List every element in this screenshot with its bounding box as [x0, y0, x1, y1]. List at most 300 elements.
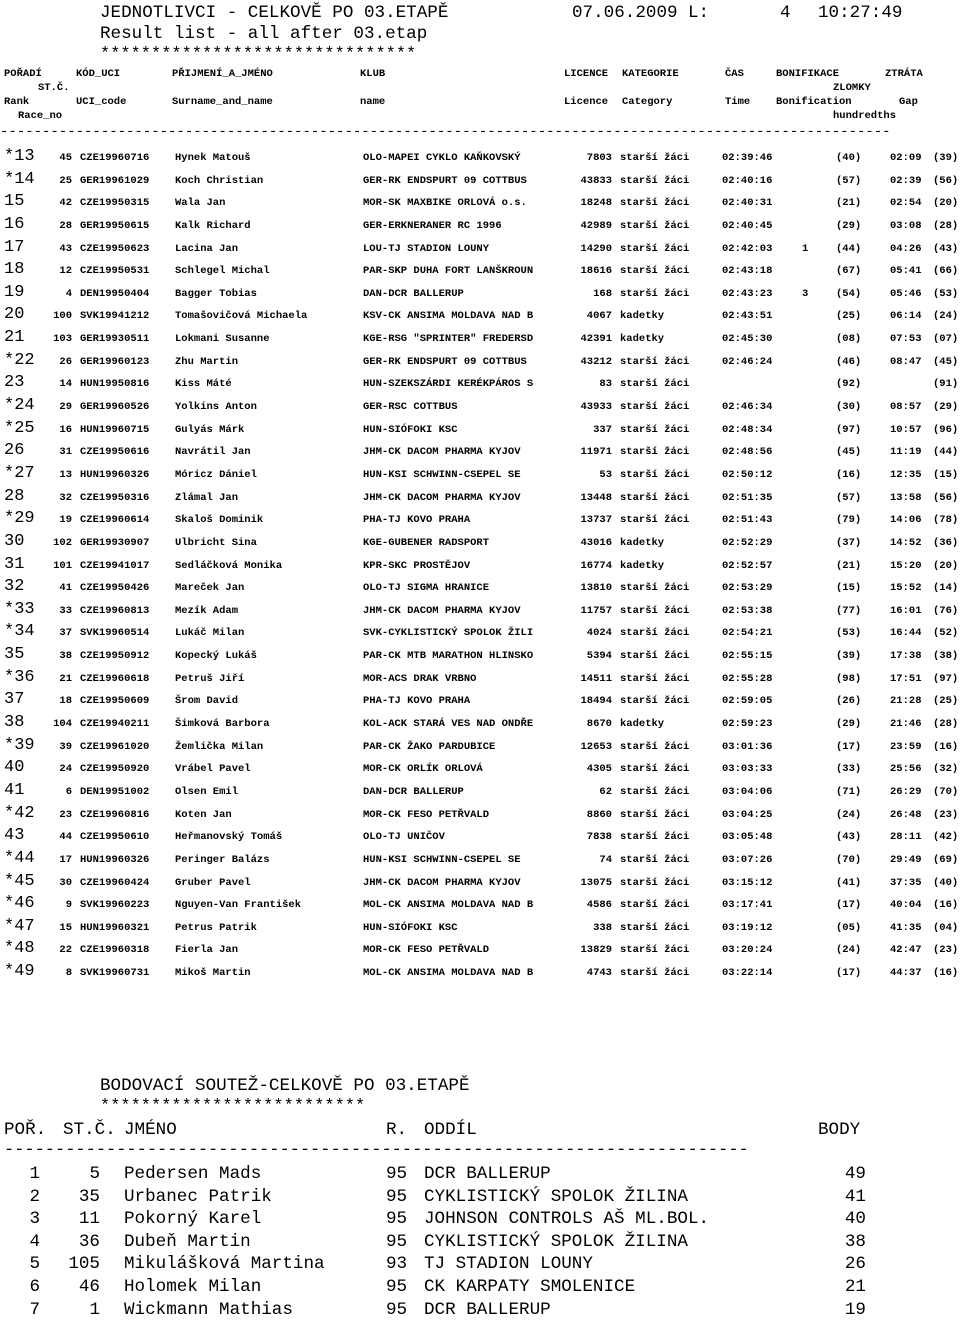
uci-code-cell: GER19960526 [80, 401, 150, 414]
club-cell: KOL-ACK STARÁ VES NAD ONDŘE [363, 718, 534, 731]
points-rank-cell: 1 [29, 1164, 40, 1184]
points-value-cell: 26 [844, 1254, 866, 1275]
points-rank-cell: 4 [29, 1231, 40, 1252]
time-cell: 03:19:12 [722, 921, 773, 934]
rank-cell: 30 [4, 531, 25, 551]
rider-name-cell: Šrom David [175, 695, 239, 708]
table-row [0, 759, 960, 782]
points-rank-cell: 2 [29, 1186, 40, 1207]
rank-cell: 40 [4, 758, 25, 778]
category-cell: starší žáci [620, 944, 690, 957]
uci-code-cell: HUN19960326 [80, 853, 150, 866]
gap-cell: 14:52 [890, 536, 922, 549]
gap-hundredths-cell: (91) [933, 378, 959, 391]
points-year-cell: 95 [386, 1209, 408, 1230]
gap-hundredths-cell: (36) [933, 536, 959, 549]
licence-cell: 11757 [580, 604, 612, 617]
hundredths-cell: (08) [836, 333, 862, 346]
rider-name-cell: Lokmani Susanne [175, 333, 270, 346]
uci-code-cell: CZE19940211 [80, 718, 150, 731]
rank-cell: *14 [4, 169, 35, 189]
points-club-cell: DCR BALLERUP [424, 1164, 551, 1184]
licence-cell: 16774 [580, 559, 612, 572]
licence-cell: 337 [593, 423, 612, 436]
hundredths-cell: (97) [836, 423, 862, 436]
table-row [0, 442, 960, 465]
hundredths-cell: (67) [836, 265, 862, 278]
gap-hundredths-cell: (29) [933, 401, 959, 414]
time-cell: 02:52:57 [722, 559, 773, 572]
points-value-cell: 19 [844, 1299, 866, 1320]
licence-cell: 42989 [580, 219, 612, 232]
category-cell: starší žáci [620, 604, 690, 617]
points-race-no-cell: 35 [78, 1186, 100, 1207]
gap-cell: 08:47 [890, 355, 922, 368]
points-club-cell: TJ STADION LOUNY [424, 1254, 593, 1275]
rank-cell: *45 [4, 871, 35, 891]
rank-cell: 15 [4, 192, 25, 212]
gap-hundredths-cell: (44) [933, 446, 959, 459]
points-name-cell: Holomek Milan [124, 1276, 262, 1297]
points-club-cell: JOHNSON CONTROLS AŠ ML.BOL. [424, 1209, 710, 1230]
uci-code-cell: DEN19950404 [80, 287, 150, 300]
list-item [0, 1300, 960, 1322]
gap-cell: 26:48 [890, 808, 922, 821]
points-club-cell: CYKLISTICKÝ SPOLOK ŽILINA [424, 1186, 688, 1207]
rank-cell: 35 [4, 645, 25, 665]
col-bonification: Bonification [776, 96, 852, 108]
table-row [0, 193, 960, 216]
uci-code-cell: GER19950615 [80, 219, 150, 232]
uci-code-cell: CZE19950610 [80, 831, 150, 844]
race-no-cell: 21 [59, 672, 72, 685]
licence-cell: 43833 [580, 174, 612, 187]
category-cell: starší žáci [620, 921, 690, 934]
gap-cell: 41:35 [890, 921, 922, 934]
licence-cell: 62 [599, 785, 612, 798]
race-no-cell: 28 [59, 219, 72, 232]
race-no-cell: 43 [59, 242, 72, 255]
race-no-cell: 104 [53, 718, 72, 731]
gap-cell: 17:51 [890, 672, 922, 685]
race-no-cell: 100 [53, 310, 72, 323]
time-cell: 02:39:46 [722, 152, 773, 164]
rider-name-cell: Lukáč Milan [175, 627, 245, 640]
club-cell: PAR-SKP DUHA FORT LANŠKROUN [363, 265, 534, 278]
rank-cell: 20 [4, 305, 25, 325]
category-cell: starší žáci [620, 899, 690, 912]
licence-cell: 43933 [580, 401, 612, 414]
table-row [0, 827, 960, 850]
gap-cell: 11:19 [890, 446, 922, 459]
points-club-cell: CK KARPATY SMOLENICE [424, 1276, 636, 1297]
time-cell: 03:05:48 [722, 831, 773, 844]
category-cell: starší žáci [620, 582, 690, 595]
uci-code-cell: CZE19960614 [80, 514, 150, 527]
time-cell: 02:55:15 [722, 650, 773, 663]
points-club-cell: DCR BALLERUP [424, 1299, 551, 1320]
hundredths-cell: (05) [836, 921, 862, 934]
points-year-cell: 95 [386, 1231, 408, 1252]
col-rank: Rank [4, 96, 30, 108]
table-row [0, 465, 960, 488]
table-row [0, 782, 960, 805]
time-cell: 03:01:36 [722, 740, 773, 753]
rank-cell: *29 [4, 509, 35, 529]
race-no-cell: 38 [59, 650, 72, 663]
col-uci: UCI_code [76, 96, 127, 108]
table-row [0, 488, 960, 511]
rider-name-cell: Žemlička Milan [175, 740, 264, 753]
uci-code-cell: CZE19950920 [80, 763, 150, 776]
licence-cell: 13075 [580, 876, 612, 889]
hundredths-cell: (21) [836, 197, 862, 210]
time-cell: 03:17:41 [722, 899, 773, 912]
uci-code-cell: CZE19960813 [80, 604, 150, 617]
licence-cell: 4743 [586, 967, 612, 980]
table-row [0, 261, 960, 284]
uci-code-cell: GER19930511 [80, 333, 150, 346]
race-no-cell: 37 [59, 627, 72, 640]
hundredths-cell: (43) [836, 831, 862, 844]
gap-hundredths-cell: (39) [933, 152, 959, 164]
col-raceno: Race_no [18, 110, 63, 122]
category-cell: starší žáci [620, 740, 690, 753]
table-row [0, 918, 960, 941]
category-cell: kadetky [620, 559, 665, 572]
table-row [0, 420, 960, 443]
rider-name-cell: Ulbricht Sina [175, 536, 257, 549]
hundredths-cell: (29) [836, 219, 862, 232]
uci-code-cell: CZE19950531 [80, 265, 150, 278]
rider-name-cell: Mareček Jan [175, 582, 245, 595]
gap-hundredths-cell: (04) [933, 921, 959, 934]
time-cell: 02:48:56 [722, 446, 773, 459]
category-cell: kadetky [620, 310, 665, 323]
licence-cell: 13810 [580, 582, 612, 595]
col-hundredths: hundredths [833, 110, 897, 122]
race-no-cell: 24 [59, 763, 72, 776]
rank-cell: 41 [4, 780, 25, 800]
rider-name-cell: Tomašovičová Michaela [175, 310, 308, 323]
gap-cell: 12:35 [890, 468, 922, 481]
club-cell: LOU-TJ STADION LOUNY [363, 242, 490, 255]
col-zlomky: ZLOMKY [833, 82, 871, 94]
licence-cell: 14511 [580, 672, 612, 685]
uci-code-cell: HUN19950816 [80, 378, 150, 391]
points-race-no-cell: 105 [68, 1254, 100, 1275]
category-cell: starší žáci [620, 695, 690, 708]
gap-hundredths-cell: (28) [933, 718, 959, 731]
club-cell: JHM-CK DACOM PHARMA KYJOV [363, 491, 521, 504]
race-no-cell: 39 [59, 740, 72, 753]
gap-cell: 25:56 [890, 763, 922, 776]
club-cell: PAR-CK MTB MARATHON HLINSKO [363, 650, 534, 663]
points-name-cell: Wickmann Mathias [124, 1299, 293, 1320]
gap-cell: 16:44 [890, 627, 922, 640]
gap-hundredths-cell: (76) [933, 604, 959, 617]
gap-hundredths-cell: (20) [933, 559, 959, 572]
gap-hundredths-cell: (14) [933, 582, 959, 595]
race-no-cell: 32 [59, 491, 72, 504]
gap-cell: 16:01 [890, 604, 922, 617]
points-rank-cell: 5 [29, 1254, 40, 1275]
table-row [0, 556, 960, 579]
gap-cell: 26:29 [890, 785, 922, 798]
category-cell: starší žáci [620, 197, 690, 210]
gap-cell: 21:46 [890, 718, 922, 731]
race-no-cell: 4 [65, 287, 72, 300]
rank-cell: 31 [4, 554, 25, 574]
hundredths-cell: (98) [836, 672, 862, 685]
licence-cell: 13737 [580, 514, 612, 527]
document-subtitle: Result list - all after 03.etap [100, 24, 428, 44]
hundredths-cell: (46) [836, 355, 862, 368]
table-row [0, 284, 960, 307]
race-no-cell: 19 [59, 514, 72, 527]
club-cell: PAR-CK ŽAKO PARDUBICE [363, 740, 496, 753]
hundredths-cell: (29) [836, 718, 862, 731]
points-rank-cell: 6 [29, 1276, 40, 1297]
rank-cell: *49 [4, 962, 35, 982]
list-item [0, 1187, 960, 1210]
licence-cell: 14290 [580, 242, 612, 255]
club-cell: KPR-SKC PROSTĚJOV [363, 559, 471, 572]
club-cell: MOR-CK ORLÍK ORLOVÁ [363, 763, 483, 776]
uci-code-cell: CZE19950426 [80, 582, 150, 595]
table-row [0, 873, 960, 896]
rider-name-cell: Gulyás Márk [175, 423, 245, 436]
club-cell: JHM-CK DACOM PHARMA KYJOV [363, 446, 521, 459]
hundredths-cell: (79) [836, 514, 862, 527]
gap-hundredths-cell: (23) [933, 944, 959, 957]
list-item [0, 1232, 960, 1255]
table-row [0, 171, 960, 194]
uci-code-cell: CZE19960318 [80, 944, 150, 957]
lap-value: 4 [780, 3, 791, 23]
rider-name-cell: Koten Jan [175, 808, 232, 821]
race-no-cell: 29 [59, 401, 72, 414]
col-name: Surname_and_name [172, 96, 273, 108]
gap-hundredths-cell: (32) [933, 763, 959, 776]
col-bonifikace: BONIFIKACE [776, 68, 840, 80]
rider-name-cell: Heřmanovský Tomáš [175, 831, 283, 844]
club-cell: PHA-TJ KOVO PRAHA [363, 514, 471, 527]
bonification-cell: 1 [802, 242, 809, 255]
hundredths-cell: (17) [836, 899, 862, 912]
category-cell: starší žáci [620, 514, 690, 527]
time-cell: 03:22:14 [722, 967, 773, 980]
rank-cell: *25 [4, 418, 35, 438]
time-cell: 02:53:38 [722, 604, 773, 617]
rank-cell: 43 [4, 826, 25, 846]
race-no-cell: 41 [59, 582, 72, 595]
gap-hundredths-cell: (69) [933, 853, 959, 866]
points-title: BODOVACÍ SOUTEŽ-CELKOVĚ PO 03.ETAPĚ [100, 1076, 470, 1096]
hundredths-cell: (57) [836, 491, 862, 504]
table-row [0, 805, 960, 828]
table-row [0, 940, 960, 963]
licence-cell: 13829 [580, 944, 612, 957]
rank-cell: *42 [4, 803, 35, 823]
table-row [0, 850, 960, 873]
rider-name-cell: Olsen Emil [175, 785, 239, 798]
rider-name-cell: Petruš Jiří [175, 672, 245, 685]
rank-cell: *44 [4, 848, 35, 868]
rank-cell: 23 [4, 373, 25, 393]
category-cell: starší žáci [620, 876, 690, 889]
time-cell: 02:43:23 [722, 287, 773, 300]
hundredths-cell: (53) [836, 627, 862, 640]
gap-hundredths-cell: (20) [933, 197, 959, 210]
print-time: 10:27:49 [818, 3, 903, 23]
category-cell: starší žáci [620, 491, 690, 504]
col-ztrata: ZTRÁTA [885, 68, 923, 80]
race-no-cell: 25 [59, 174, 72, 187]
gap-cell: 10:57 [890, 423, 922, 436]
gap-cell: 17:38 [890, 650, 922, 663]
time-cell: 02:55:28 [722, 672, 773, 685]
hundredths-cell: (54) [836, 287, 862, 300]
table-row [0, 963, 960, 986]
rider-name-cell: Schlegel Michal [175, 265, 270, 278]
licence-cell: 5394 [586, 650, 612, 663]
club-cell: DAN-DCR BALLERUP [363, 287, 464, 300]
hundredths-cell: (41) [836, 876, 862, 889]
time-cell: 02:40:16 [722, 174, 773, 187]
uci-code-cell: HUN19960715 [80, 423, 150, 436]
club-cell: GER-RSC COTTBUS [363, 401, 458, 414]
rank-cell: *36 [4, 667, 35, 687]
time-cell: 02:48:34 [722, 423, 773, 436]
gap-cell: 29:49 [890, 853, 922, 866]
category-cell: starší žáci [620, 967, 690, 980]
hundredths-cell: (30) [836, 401, 862, 414]
category-cell: starší žáci [620, 763, 690, 776]
club-cell: MOR-ACS DRAK VRBNO [363, 672, 477, 685]
rider-name-cell: Lacina Jan [175, 242, 239, 255]
rider-name-cell: Móricz Dániel [175, 468, 257, 481]
gap-cell: 15:52 [890, 582, 922, 595]
uci-code-cell: GER19961029 [80, 174, 150, 187]
race-no-cell: 30 [59, 876, 72, 889]
race-no-cell: 45 [59, 152, 72, 164]
table-row [0, 306, 960, 329]
gap-hundredths-cell: (38) [933, 650, 959, 663]
rank-cell: 21 [4, 328, 25, 348]
rider-name-cell: Mezík Adam [175, 604, 239, 617]
hundredths-cell: (24) [836, 808, 862, 821]
club-cell: OLO-TJ UNIČOV [363, 831, 445, 844]
list-item [0, 1277, 960, 1300]
hundredths-cell: (15) [836, 582, 862, 595]
points-stars: ************************** [100, 1097, 366, 1116]
rider-name-cell: Gruber Pavel [175, 876, 251, 889]
gap-hundredths-cell: (24) [933, 310, 959, 323]
stars-separator: ******************************* [100, 45, 417, 64]
club-cell: SVK-CYKLISTICKÝ SPOLOK ŽILI [363, 627, 534, 640]
category-cell: starší žáci [620, 853, 690, 866]
gap-cell: 08:57 [890, 401, 922, 414]
col-klub: KLUB [360, 68, 386, 80]
category-cell: starší žáci [620, 355, 690, 368]
table-row [0, 239, 960, 262]
time-cell: 02:59:23 [722, 718, 773, 731]
rider-name-cell: Hynek Matouš [175, 152, 251, 164]
club-cell: OLO-TJ SIGMA HRANICE [363, 582, 490, 595]
gap-cell: 44:37 [890, 967, 922, 980]
category-cell: starší žáci [620, 265, 690, 278]
gap-cell: 40:04 [890, 899, 922, 912]
rider-name-cell: Peringer Balázs [175, 853, 270, 866]
rider-name-cell: Petrus Patrik [175, 921, 257, 934]
gap-cell: 23:59 [890, 740, 922, 753]
uci-code-cell: SVK19960514 [80, 627, 150, 640]
gap-hundredths-cell: (52) [933, 627, 959, 640]
category-cell: starší žáci [620, 219, 690, 232]
gap-hundredths-cell: (40) [933, 876, 959, 889]
race-no-cell: 16 [59, 423, 72, 436]
points-col-por: POŘ. [4, 1120, 47, 1140]
rider-name-cell: Skaloš Dominik [175, 514, 264, 527]
race-no-cell: 6 [65, 785, 72, 798]
rank-cell: *33 [4, 599, 35, 619]
hundredths-cell: (24) [836, 944, 862, 957]
uci-code-cell: CZE19950912 [80, 650, 150, 663]
points-name-cell: Pokorný Karel [124, 1209, 262, 1230]
club-cell: JHM-CK DACOM PHARMA KYJOV [363, 604, 521, 617]
time-cell: 03:03:33 [722, 763, 773, 776]
rank-cell: 16 [4, 214, 25, 234]
points-year-cell: 95 [386, 1164, 408, 1184]
rank-cell: *48 [4, 939, 35, 959]
uci-code-cell: CZE19960618 [80, 672, 150, 685]
rider-name-cell: Šimková Barbora [175, 718, 270, 731]
category-cell: starší žáci [620, 242, 690, 255]
rider-name-cell: Kopecký Lukáš [175, 650, 257, 663]
time-cell: 02:46:24 [722, 355, 773, 368]
licence-cell: 83 [599, 378, 612, 391]
rider-name-cell: Kiss Máté [175, 378, 232, 391]
uci-code-cell: CZE19950616 [80, 446, 150, 459]
hundredths-cell: (17) [836, 740, 862, 753]
licence-cell: 4586 [586, 899, 612, 912]
rank-cell: 26 [4, 441, 25, 461]
bonification-cell: 3 [802, 287, 809, 300]
table-row [0, 510, 960, 533]
document-title: JEDNOTLIVCI - CELKOVĚ PO 03.ETAPĚ [100, 3, 449, 23]
col-jmeno: PŘIJMENÍ_A_JMÉNO [172, 68, 273, 80]
gap-hundredths-cell: (97) [933, 672, 959, 685]
licence-cell: 13448 [580, 491, 612, 504]
gap-hundredths-cell: (96) [933, 423, 959, 436]
category-cell: kadetky [620, 718, 665, 731]
col-category: Category [622, 96, 673, 108]
gap-cell: 07:53 [890, 333, 922, 346]
rank-cell: 37 [4, 690, 25, 710]
hundredths-cell: (16) [836, 468, 862, 481]
category-cell: kadetky [620, 333, 665, 346]
time-cell: 02:50:12 [722, 468, 773, 481]
lap-label: L: [688, 3, 710, 23]
licence-cell: 11971 [580, 446, 612, 459]
hundredths-cell: (92) [836, 378, 862, 391]
uci-code-cell: CZE19960424 [80, 876, 150, 889]
points-race-no-cell: 46 [78, 1276, 100, 1297]
club-cell: GER-ERKNERANER RC 1996 [363, 219, 502, 232]
time-cell: 02:54:21 [722, 627, 773, 640]
gap-hundredths-cell: (45) [933, 355, 959, 368]
